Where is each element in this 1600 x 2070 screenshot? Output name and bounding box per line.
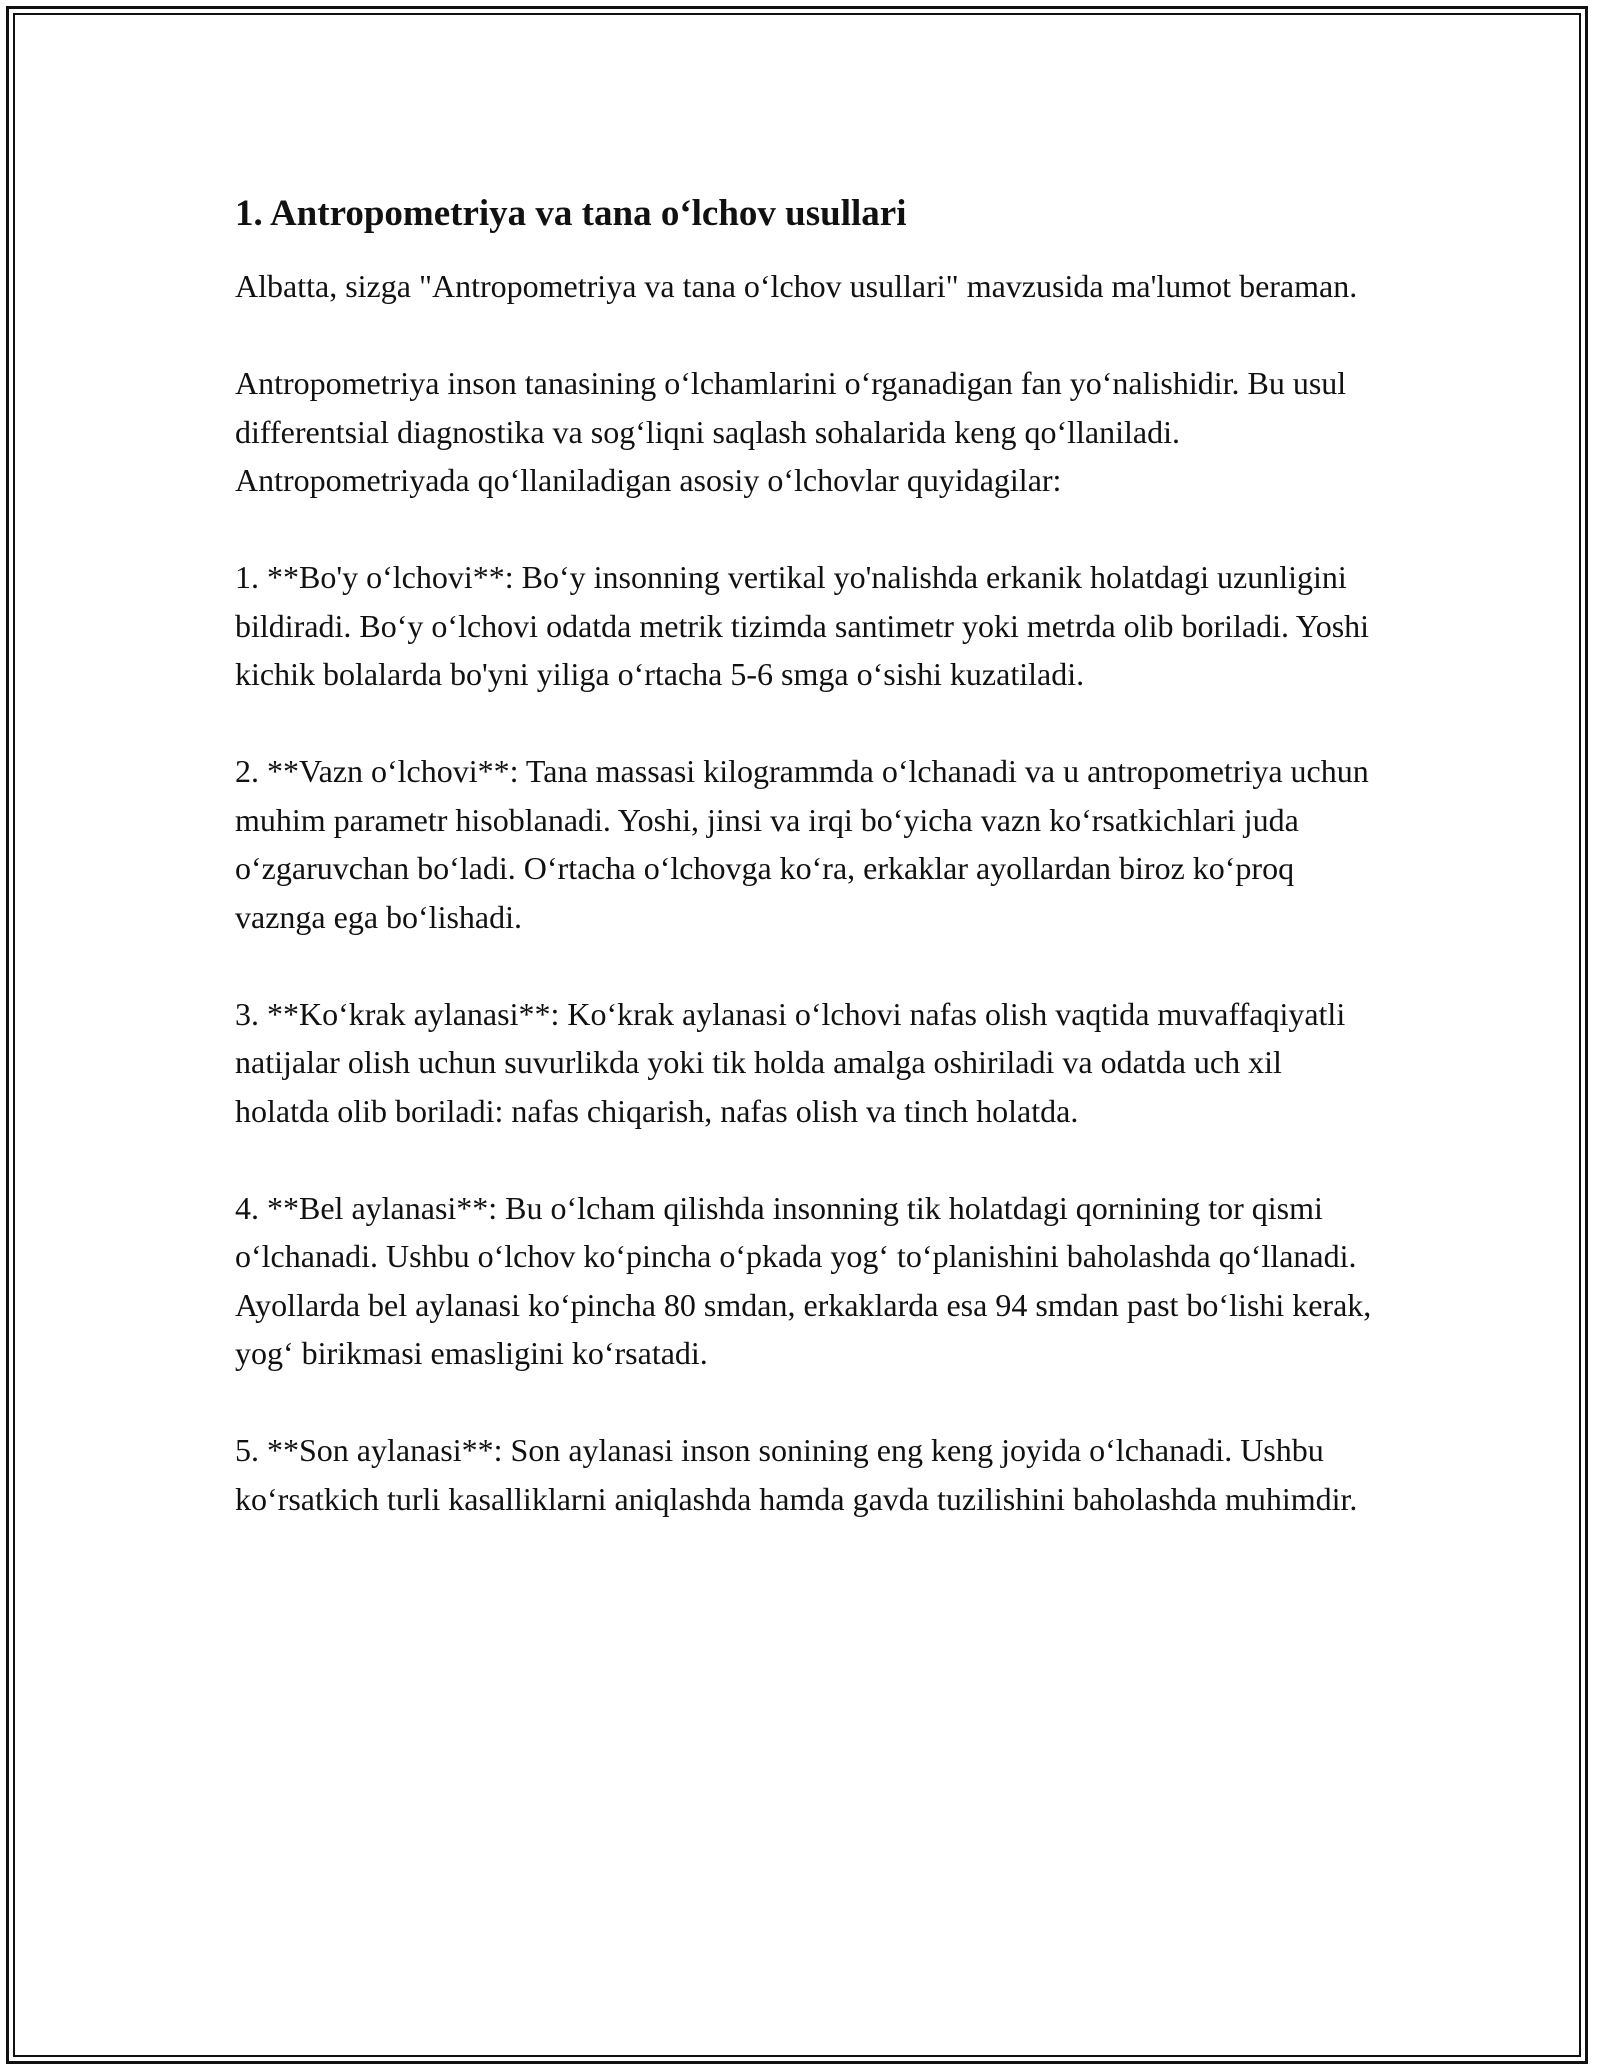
paragraph-definition: Antropometriya inson tanasining o‘lchamlarini o‘rganadigan fan yo‘nalishidir. Bu usul differentsial diagnostika va sog‘liqni saqlash sohalarida keng qo‘llaniladi. Antropometriyada qo‘llaniladigan asosiy o‘lchovlar quyidagilar: bbox=[235, 365, 1347, 498]
document-body bbox=[235, 188, 1375, 1572]
paragraph-waist: 4. **Bel aylanasi**: Bu o‘lcham qilishda insonning tik holatdagi qornining tor qismi o‘lchanadi. Ushbu o‘lchov ko‘pincha o‘pkada yog‘ to‘planishini baholashda qo‘llanadi. Ayollarda bel aylanasi ko‘pincha 80 smdan, erkaklarda esa 94 smdan past bo‘lishi kerak, yog‘ birikmasi emasligini ko‘rsatadi. bbox=[235, 1189, 1372, 1371]
document-title: 1. Antropometriya va tana o‘lchov usullari bbox=[235, 193, 907, 234]
paragraph-thigh: 5. **Son aylanasi**: Son aylanasi inson sonining eng keng joyida o‘lchanadi. Ushbu ko‘rsatkich turli kasalliklarni aniqlashda hamda gavda tuzilishini baholashda muhimdir. bbox=[235, 1432, 1358, 1517]
paragraph-weight: 2. **Vazn o‘lchovi**: Tana massasi kilogrammda o‘lchanadi va u antropometriya uchun muhim parametr hisoblanadi. Yoshi, jinsi va irqi bo‘yicha vazn ko‘rsatkichlari juda o‘zgaruvchan bo‘ladi. O‘rtacha o‘lchovga ko‘ra, erkaklar ayollardan biroz ko‘proq vaznga ega bo‘lishadi. bbox=[235, 753, 1369, 935]
paragraph-intro: Albatta, sizga "Antropometriya va tana o‘lchov usullari" mavzusida ma'lumot beraman. bbox=[235, 268, 1358, 304]
paragraph-height: 1. **Bo'y o‘lchovi**: Bo‘y insonning vertikal yo'nalishda erkanik holatdagi uzunligini bildiradi. Bo‘y o‘lchovi odatda metrik tizimda santimetr yoki metrda olib boriladi. Yoshi kichik bolalarda bo'yni yiliga o‘rtacha 5-6 smga o‘sishi kuzatiladi. bbox=[235, 559, 1370, 692]
paragraph-chest: 3. **Ko‘krak aylanasi**: Ko‘krak aylanasi o‘lchovi nafas olish vaqtida muvaffaqiyatli natijalar olish uchun suvurlikda yoki tik holda amalga oshiriladi va odatda uch xil holatda olib boriladi: nafas chiqarish, nafas olish va tinch holatda. bbox=[235, 995, 1346, 1129]
